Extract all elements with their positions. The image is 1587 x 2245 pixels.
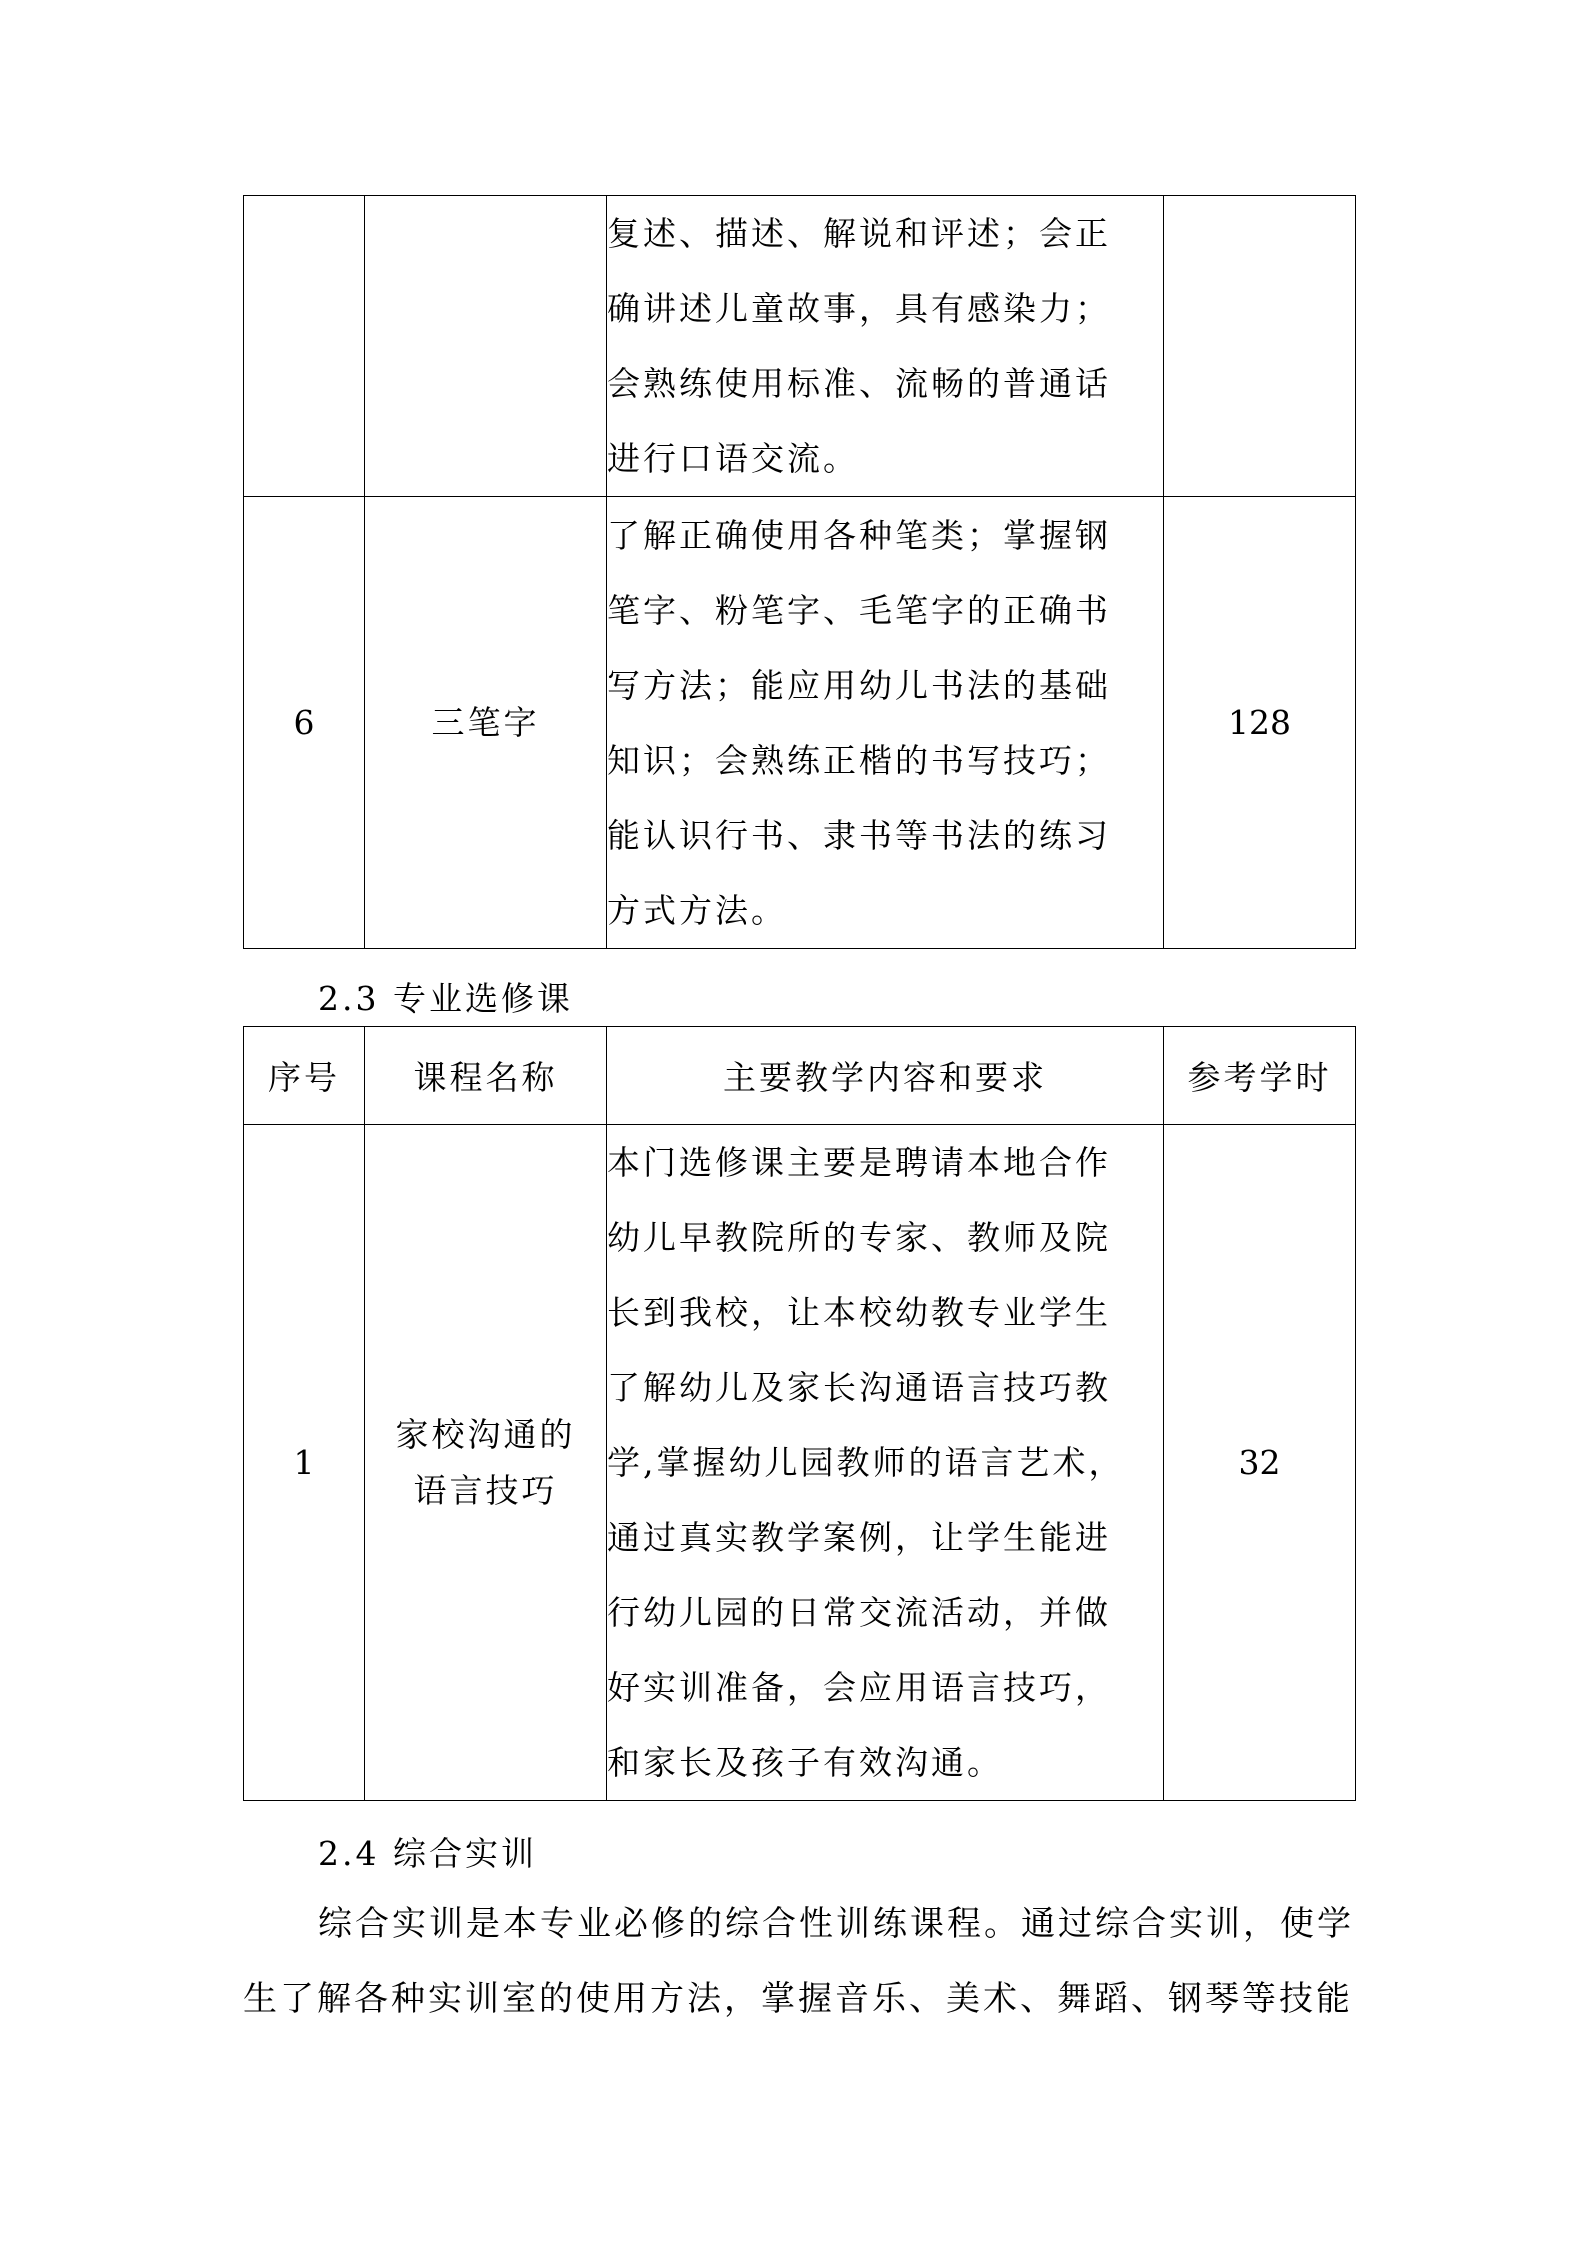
content-line: 了解正确使用各种笔类；掌握钢 (607, 515, 1111, 555)
header-hours: 参考学时 (1164, 1027, 1356, 1125)
elective-course-table (243, 1026, 1356, 1801)
content-line: 本门选修课主要是聘请本地合作 (607, 1143, 1111, 1182)
content-line: 通过真实教学案例，让学生能进 (607, 1518, 1111, 1557)
course-hours-cell: 32 (1164, 1125, 1356, 1801)
course-content-cell (607, 497, 1164, 949)
course-number-cell: 1 (244, 1125, 365, 1801)
section-heading-electives: 2.3 专业选修课 (318, 979, 573, 1018)
table-row (244, 497, 1356, 949)
header-content: 主要教学内容和要求 (607, 1027, 1164, 1125)
course-name-line: 语言技巧 (413, 1470, 558, 1510)
content-line: 能认识行书、隶书等书法的练习 (607, 815, 1111, 855)
course-name-cell (365, 1125, 607, 1801)
content-line: 写方法；能应用幼儿书法的基础 (607, 665, 1111, 705)
course-hours-cell: 128 (1164, 497, 1356, 949)
course-content-cell (607, 196, 1164, 497)
content-line: 学,掌握幼儿园教师的语言艺术， (607, 1443, 1125, 1482)
content-line: 了解幼儿及家长沟通语言技巧教 (607, 1368, 1111, 1407)
course-content-cell (607, 1125, 1164, 1801)
content-line: 确讲述儿童故事，具有感染力； (607, 289, 1111, 328)
content-line: 幼儿早教院所的专家、教师及院 (607, 1218, 1111, 1257)
content-line: 和家长及孩子有效沟通。 (607, 1743, 1003, 1782)
content-line: 方式方法。 (607, 890, 787, 930)
course-name-line: 家校沟通的 (395, 1414, 576, 1454)
course-name-cell: 三笔字 (365, 497, 607, 949)
table-header-row (244, 1027, 1356, 1125)
table-row (244, 1125, 1356, 1801)
content-line: 进行口语交流。 (607, 439, 859, 478)
content-line: 好实训准备，会应用语言技巧， (607, 1668, 1111, 1707)
paragraph-line: 综合实训是本专业必修的综合性训练课程。通过综合实训，使学 (318, 1904, 1354, 1944)
course-hours-cell (1164, 196, 1356, 497)
course-name-cell (365, 196, 607, 497)
content-line: 行幼儿园的日常交流活动，并做 (607, 1593, 1111, 1632)
content-line: 知识；会熟练正楷的书写技巧； (607, 740, 1111, 780)
section-heading-training: 2.4 综合实训 (318, 1834, 537, 1873)
course-number-cell: 6 (244, 497, 365, 949)
content-line: 复述、描述、解说和评述；会正 (607, 214, 1111, 253)
content-line: 会熟练使用标准、流畅的普通话 (607, 364, 1111, 403)
content-line: 长到我校，让本校幼教专业学生 (607, 1293, 1111, 1332)
paragraph-line: 生了解各种实训室的使用方法，掌握音乐、美术、舞蹈、钢琴等技能 (243, 1979, 1353, 2019)
table-row (244, 196, 1356, 497)
header-number: 序号 (244, 1027, 365, 1125)
content-line: 笔字、粉笔字、毛笔字的正确书 (607, 590, 1111, 630)
header-course-name: 课程名称 (365, 1027, 607, 1125)
course-number-cell (244, 196, 365, 497)
course-table-continued (243, 195, 1356, 949)
